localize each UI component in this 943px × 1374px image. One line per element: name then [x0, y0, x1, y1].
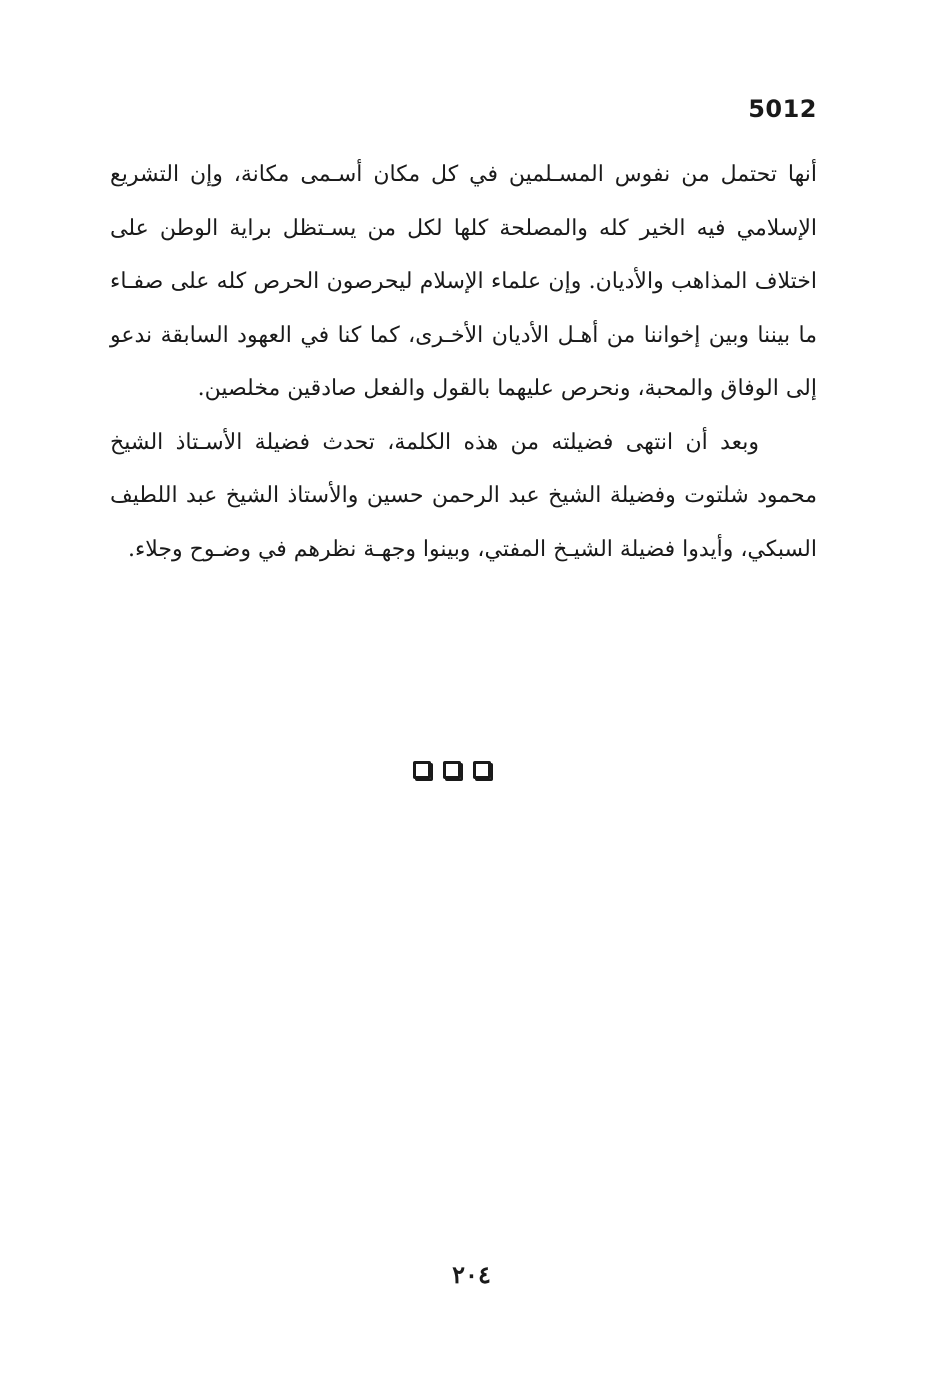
- body-text: [110, 148, 817, 576]
- page-code: 5012: [748, 95, 817, 123]
- square-ornament-icon: [443, 761, 461, 779]
- paragraph-1: أنها تحتمل من نفوس المسـلمين في كل مكان أسـمى مكانة، وإن التشريع الإسلامي فيه الخير كله والمصلحة كلها لكل من يسـتظل براية الوطن على اختلاف المذاهب والأديان. وإن علماء الإسلام ليحرصون الحرص كله على صفـاء ما بيننا وبين إخواننا من أهـل الأديان الأخـرى، كما كنا في العهود السابقة ندعو إلى الوفاق والمحبة، ونحرص عليهما بالقول والفعل صادقين مخلصين.: [110, 162, 817, 401]
- page-number: ٢٠٤: [452, 1260, 491, 1289]
- square-ornament-icon: [473, 761, 491, 779]
- paragraph-2: وبعد أن انتهى فضيلته من هذه الكلمة، تحدث فضيلة الأسـتاذ الشيخ محمود شلتوت وفضيلة الشيخ عبد الرحمن حسين والأستاذ الشيخ عبد اللطيف السبكي، وأيدوا فضيلة الشيـخ المفتي، وبينوا وجهـة نظرهم في وضـوح وجلاء.: [110, 429, 817, 562]
- square-ornament-icon: [413, 761, 431, 779]
- section-separator-icon: [413, 761, 491, 779]
